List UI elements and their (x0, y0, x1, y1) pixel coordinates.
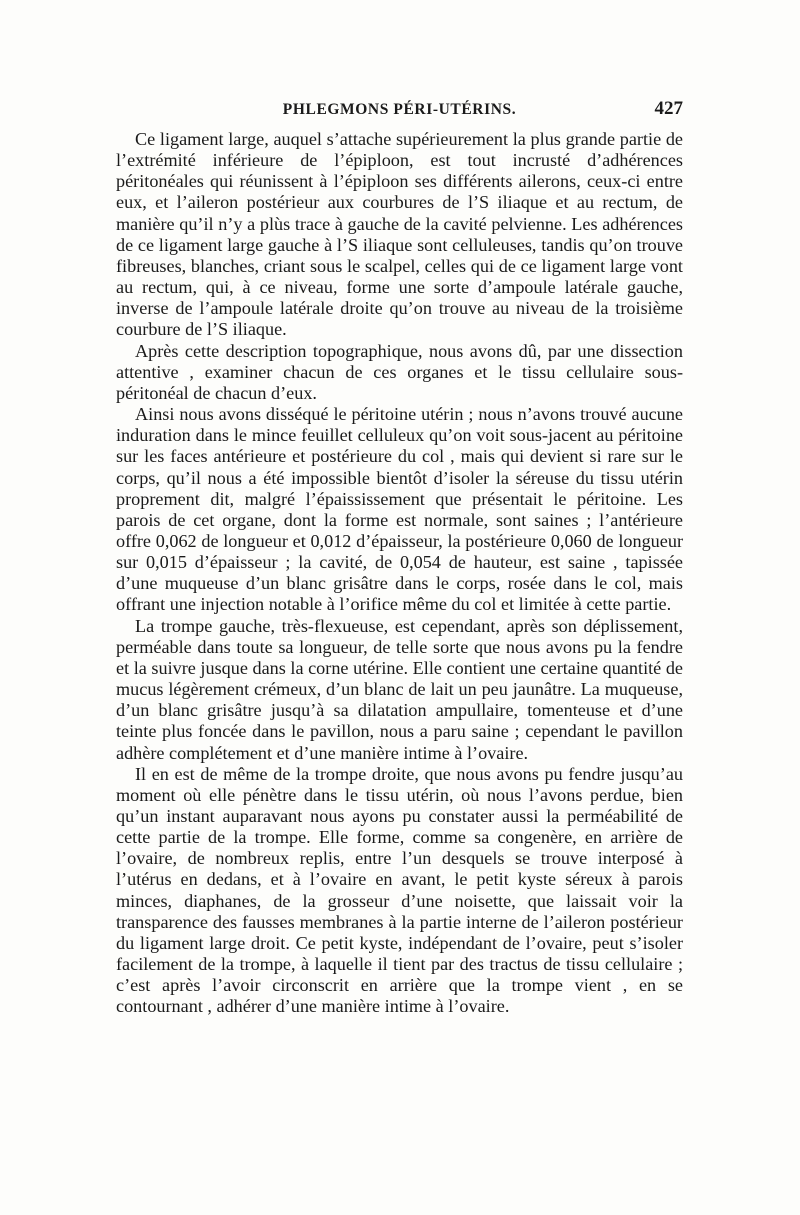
paragraph-dissection: Après cette description topographique, nous avons dû, par une dissection attentive , examiner chacun de ces organes et le tissu cellulaire sous-péritonéal de chacun d’eux. (116, 340, 683, 403)
page-header (116, 98, 683, 126)
running-title: PHLEGMONS PÉRI-UTÉRINS. (282, 101, 517, 118)
body-text (116, 129, 683, 1018)
paragraph-trompe-gauche: La trompe gauche, très-flexueuse, est cependant, après son déplissement, perméable dans toute sa longueur, de telle sorte que nous avons pu la fendre et la suivre jusque dans la corne utérine. Elle contient une certaine quantité de mucus légèrement crémeux, d’un blanc de lait un peu jaunâtre. La muqueuse, d’un blanc grisâtre jusqu’à sa dilatation ampullaire, tomenteuse et d’une teinte plus foncée dans le pavillon, nous a paru saine ; cependant le pavillon adhère complétement et d’une manière intime à l’ovaire. (116, 615, 683, 763)
paragraph-trompe-droite: Il en est de même de la trompe droite, que nous avons pu fendre jusqu’au moment où elle pénètre dans le tissu utérin, où nous l’avons perdue, bien qu’un instant auparavant nous ayons pu constater aussi la perméabilité de cette partie de la trompe. Elle forme, comme sa congenère, en arrière de l’ovaire, de nombreux replis, entre l’un desquels se trouve interposé à l’utérus en dedans, et à l’ovaire en avant, le petit kyste séreux à parois minces, diaphanes, de la grosseur d’une noisette, que laissait voir la transparence des fausses membranes à la partie interne de l’aileron postérieur du ligament large droit. Ce petit kyste, indépendant de l’ovaire, peut s’isoler facilement de la trompe, à laquelle il tient par des tractus de tissu cellulaire ; c’est après l’avoir circonscrit en arrière que la trompe vient , en se contournant , adhérer d’une manière intime à l’ovaire. (116, 763, 683, 1017)
page-number: 427 (654, 98, 683, 119)
paragraph-ligament-large: Ce ligament large, auquel s’attache supérieurement la plus grande partie de l’extrémité inférieure de l’épiploon, est tout incrusté d’adhérences péritonéales qui réunissent à l’épiploon ses différents ailerons, ceux-ci entre eux, et l’aileron postérieur aux courbures de l’S iliaque et au rectum, de manière qu’il n’y a plùs trace à gauche de la cavité pelvienne. Les adhérences de ce ligament large gauche à l’S iliaque sont celluleuses, tandis qu’on trouve fibreuses, blanches, criant sous le scalpel, celles qui de ce ligament large vont au rectum, qui, à ce niveau, forme une sorte d’ampoule latérale gauche, inverse de l’ampoule latérale droite qu’on trouve au niveau de la troisième courbure de l’S iliaque. (116, 129, 683, 340)
paragraph-peritoine-uterin: Ainsi nous avons disséqué le péritoine utérin ; nous n’avons trouvé aucune induration dans le mince feuillet celluleux qu’on voit sous-jacent au péritoine sur les faces antérieure et postérieure du col , mais qui devient si rare sur le corps, qu’il nous a été impossible bientôt d’isoler la séreuse du tissu utérin proprement dit, malgré l’épaississement que présentait le péritoine. Les parois de cet organe, dont la forme est normale, sont saines ; l’antérieure offre 0,062 de longueur et 0,012 d’épaisseur, la postérieure 0,060 de longueur sur 0,015 d’épaisseur ; la cavité, de 0,054 de hauteur, est saine , tapissée d’une muqueuse d’un blanc grisâtre dans le corps, rosée dans le col, mais offrant une injection notable à l’orifice même du col et limitée à cette partie. (116, 404, 683, 615)
